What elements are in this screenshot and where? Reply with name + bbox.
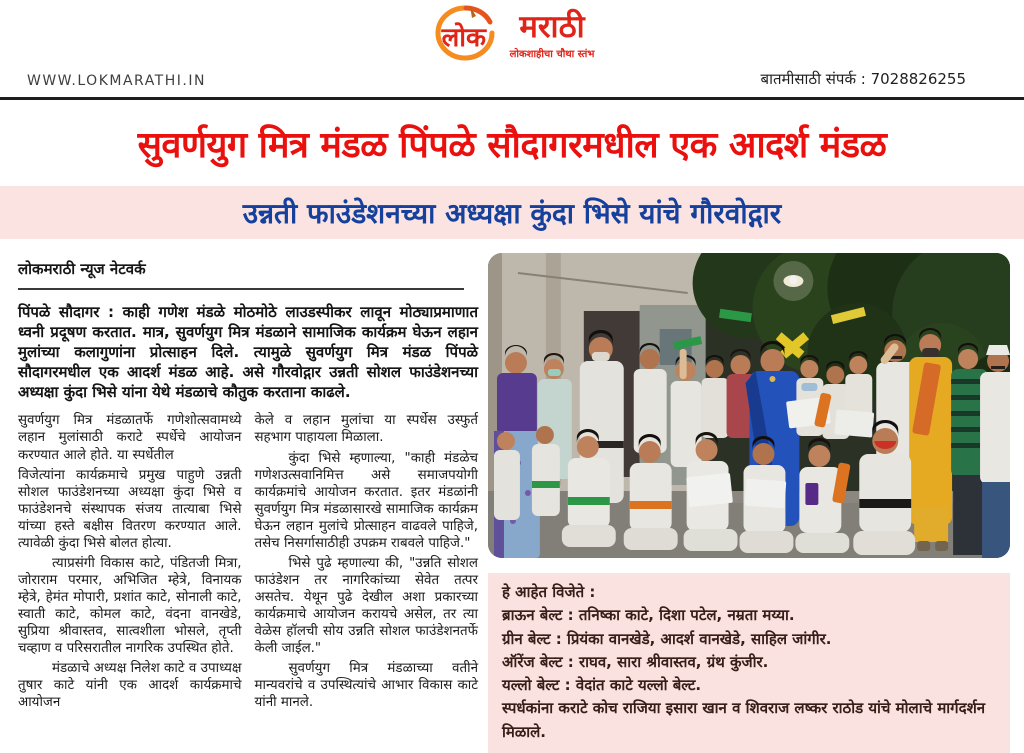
byline: लोकमराठी न्यूज नेटवर्क (18, 253, 464, 290)
winners-line: ब्राऊन बेल्ट : तनिष्का काटे, दिशा पटेल, नम्रता मय्या. (502, 606, 795, 625)
article-media-column (488, 253, 1010, 753)
winners-line: ऑरेंज बेल्ट : राघव, सारा श्रीवास्तव, ग्रंथ कुंजीर. (502, 652, 769, 671)
winners-box (488, 573, 1010, 753)
paragraph: सुवर्णयुग मित्र मंडळातर्फे गणेशोत्सवामध्ये लहान मुलांसाठी कराटे स्पर्धेचे आयोजन करण्यात आले होते. या स्पर्धेतील (18, 413, 242, 463)
paragraph: सुवर्णयुग मित्र मंडळाच्या वतीने मान्यवरांचे व उपस्थित्यांचे आभार विकास काटे यांनी मानले. (254, 660, 478, 710)
winners-line: ग्रीन बेल्ट : प्रियंका वानखेडे, आदर्श वानखेडे, साहिल जांगीर. (502, 629, 832, 648)
logo-part1: लोक (441, 23, 486, 53)
main-headline: सुवर्णयुग मित्र मंडळ पिंपळे सौदागरमधील एक आदर्श मंडळ (137, 124, 887, 166)
subheadline-banner (0, 186, 1024, 239)
website-url: WWW.LOKMARATHI.IN (27, 73, 206, 89)
contact-info: बातमीसाठी संपर्क : 7028826255 (760, 70, 966, 88)
paragraph: मंडळाचे अध्यक्ष निलेश काटे व उपाध्यक्ष तुषार काटे यांनी एक आदर्श कार्यक्रमाचे आयोजन (18, 660, 242, 710)
logo-circle-icon (430, 4, 502, 62)
logo (0, 4, 1024, 62)
article-lead: पिंपळे सौदागर : काही गणेश मंडळे मोठमोठे लाउडस्पीकर लावून मोठ्याप्रमाणात ध्वनी प्रदूषण करतात. मात्र, सुवर्णयुग मित्र मंडळाने सामाजिक कार्यक्रम घेऊन लहान मुलांच्या कलागुणांना प्रोत्साहन दिले. त्यामुळे सुवर्णयुग मित्र मंडळ पिंपळे सौदागरमधील एक आदर्श मंडळ आहे. असे गौरवोद्गार उन्नती सोशल फाउंडेशनच्या अध्यक्षा कुंदा भिसे यांना येथे मंडळाचे कौतुक करताना काढले. (18, 303, 478, 402)
paragraph: त्याप्रसंगी विकास काटे, पंडितजी मित्रा, जोराराम परमार, अभिजित म्हेत्रे, विनायक म्हेत्रे, हेमंत मोपारी, प्रशांत काटे, सोनाली काटे, स्वाती काटे, कोमल काटे, वंदना वानखेडे, सुप्रिया श्रीवास्तव, सात्वशीला भोसले, तृप्ती चव्हाण व परिसरातील नागरिक उपस्थित होते. (18, 555, 242, 656)
column-2 (255, 412, 479, 713)
header-info-row (0, 69, 1024, 89)
column-1 (18, 412, 242, 713)
paragraph: कुंदा भिसे म्हणाल्या, "काही मंडळेच गणेशउत्सवानिमित्त असे समाजपयोगी कार्यक्रमांचे आयोजन करतात. इतर मंडळांनी सुवर्णयुग मित्र मंडळासारखे सामाजिक कार्यक्रम घेऊन लहान मुलांचे प्रोत्साहन वाढवले पाहिजे, तसेच निसर्गासाठीही उपक्रम राबवले पाहिजे." (254, 450, 478, 551)
article-photo (488, 253, 1010, 558)
paragraph: केले व लहान मुलांचा या स्पर्धेस उस्फुर्त सहभाग पाहायला मिळाला. (254, 413, 478, 446)
article-text-column (18, 253, 478, 753)
winners-title: हे आहेत विजेते : (502, 583, 596, 601)
page-header (0, 0, 1024, 97)
logo-tagline: लोकशाहीचा चौथा स्तंभ (509, 49, 595, 61)
paragraph: भिसे पुढे म्हणाल्या की, "उन्नति सोशल फाउंडेशन तर नागरिकांच्या सेवेत तत्पर असतेच. येथून पुढे देखील अशा प्रकारच्या कार्यक्रमाचे आयोजन करायचे असेल, तर त्या वेळेस हॉलची सोय उन्नति सोशल फाउंडेशनतर्फे केली जाईल." (254, 555, 478, 656)
winners-line: स्पर्धकांना कराटे कोच राजिया इसारा खान व शिवराज लष्कर राठोड यांचे मोलाचे मार्गदर्शन मिळाले. (502, 699, 986, 741)
paragraph: विजेत्यांना कार्यक्रमाचे प्रमुख पाहुणे उन्नती सोशल फाउंडेशनच्या अध्यक्षा कुंदा भिसे व फाउंडेशनचे संस्थापक संजय तात्याबा भिसे यांच्या हस्ते बक्षीस वितरण करण्यात आले. त्यावेळी कुंदा भिसे बोलत होत्या. (18, 467, 242, 551)
winners-line: यल्लो बेल्ट : वेदांत काटे यल्लो बेल्ट. (502, 676, 702, 694)
sub-headline: उन्नती फाउंडेशनच्या अध्यक्षा कुंदा भिसे यांचे गौरवोद्गार (242, 196, 782, 230)
group-photo-illustration (488, 253, 1010, 558)
headline-block (0, 100, 1024, 186)
article-columns (18, 412, 478, 713)
logo-part2: मराठी (519, 9, 585, 45)
logo-text (510, 10, 595, 60)
article-content (0, 253, 1024, 753)
